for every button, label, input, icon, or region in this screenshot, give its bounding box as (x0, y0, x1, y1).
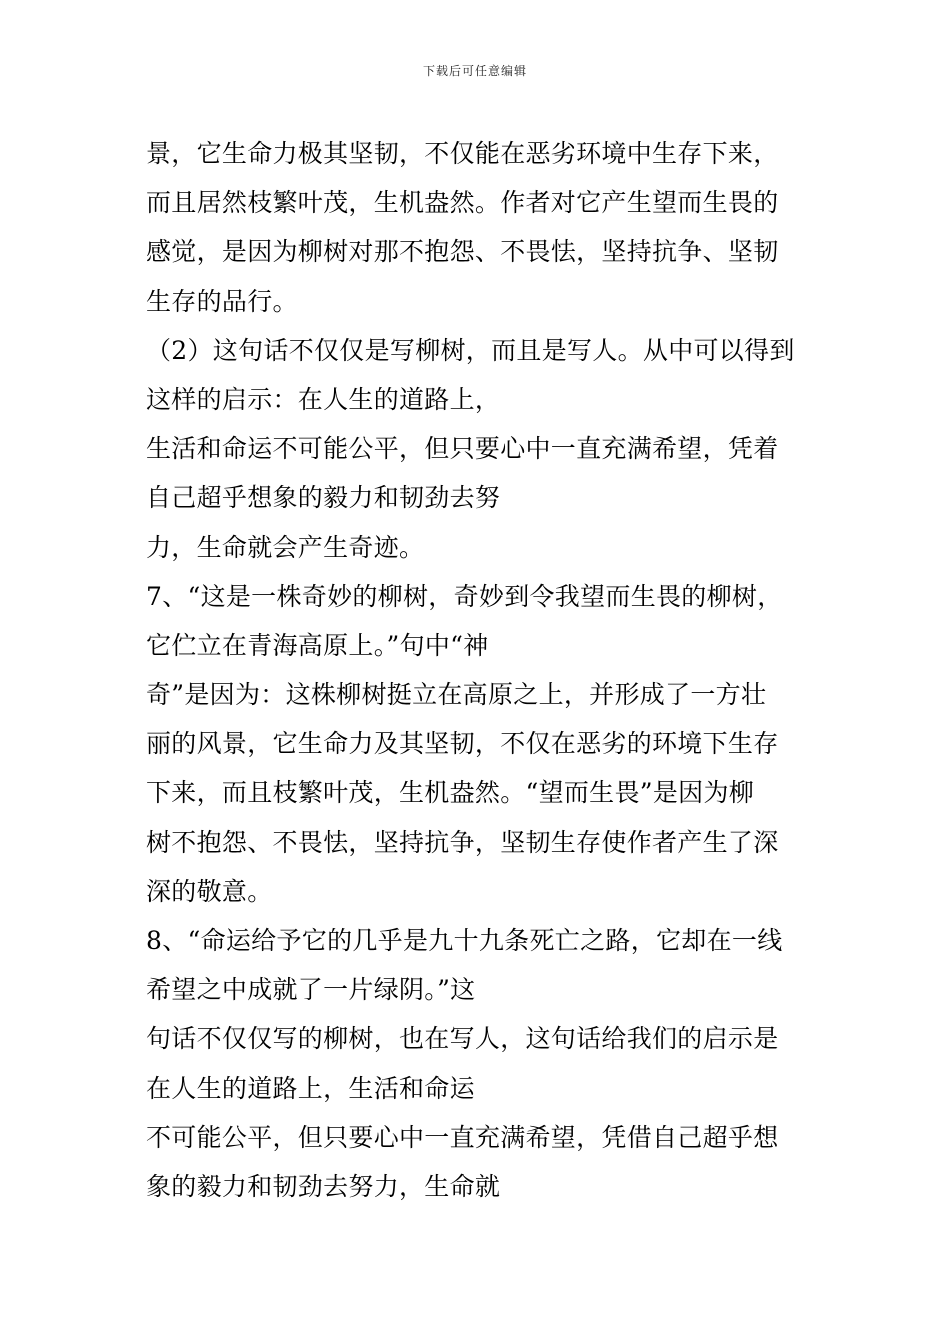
text-line: 树不抱怨、不畏怯，坚持抗争，坚韧生存使作者产生了深 (146, 827, 779, 857)
text-line: 感觉，是因为柳树对那不抱怨、不畏怯，坚持抗争、坚韧 (146, 237, 779, 267)
text-line: （2）这句话不仅仅是写柳树，而且是写人。从中可以得到 (146, 335, 795, 365)
text-line: 象的毅力和韧劲去努力，生命就 (146, 1171, 501, 1201)
text-line: 而且居然枝繁叶茂，生机盎然。作者对它产生望而生畏的 (146, 188, 779, 218)
page-header: 下载后可任意编辑 (422, 64, 527, 78)
text-line: 丽的风景，它生命力及其坚韧，不仅在恶劣的环境下生存 (146, 729, 779, 759)
text-line: 这样的启示：在人生的道路上， (146, 384, 501, 414)
text-line: 奇”是因为：这株柳树挺立在高原之上，并形成了一方壮 (146, 680, 767, 710)
body-text (146, 129, 816, 1211)
text-line: 它伫立在青海高原上。”句中“神 (146, 630, 489, 660)
text-line: 希望之中成就了一片绿阴。”这 (146, 975, 476, 1005)
text-line: 深的敬意。 (146, 876, 273, 906)
text-line: 自己超乎想象的毅力和韧劲去努 (146, 483, 501, 513)
text-line: 生活和命运不可能公平，但只要心中一直充满希望，凭着 (146, 434, 779, 464)
text-line: 力，生命就会产生奇迹。 (146, 532, 425, 562)
text-line: 7、“这是一株奇妙的柳树，奇妙到令我望而生畏的柳树， (146, 581, 783, 611)
text-line: 景，它生命力极其坚韧，不仅能在恶劣环境中生存下来， (146, 139, 779, 168)
text-line: 8、“命运给予它的几乎是九十九条死亡之路，它却在一线 (146, 926, 783, 955)
text-line: 不可能公平，但只要心中一直充满希望，凭借自己超乎想 (146, 1122, 779, 1152)
text-line: 在人生的道路上，生活和命运 (146, 1073, 475, 1103)
text-line: 生存的品行。 (146, 286, 298, 316)
text-line: 下来，而且枝繁叶茂，生机盎然。“望而生畏”是因为柳 (146, 778, 755, 808)
text-line: 句话不仅仅写的柳树，也在写人，这句话给我们的启示是 (146, 1024, 779, 1054)
